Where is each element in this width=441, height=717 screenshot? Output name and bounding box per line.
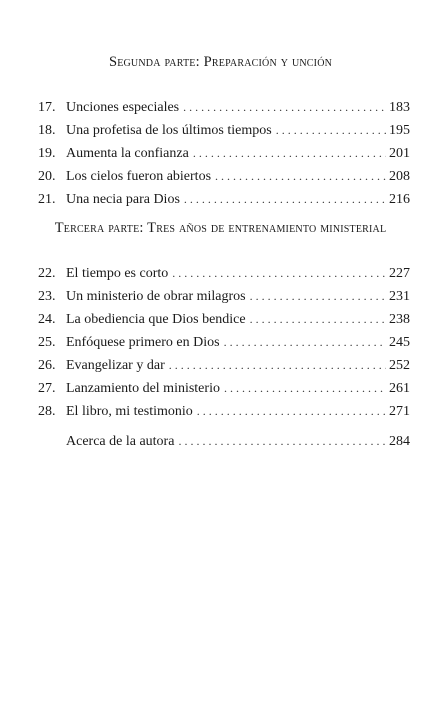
chapter-title: Enfóquese primero en Dios <box>66 335 220 350</box>
chapter-title: Los cielos fueron abiertos <box>66 169 212 184</box>
page-number: 231 <box>389 289 410 304</box>
chapter-number: 19. <box>38 146 56 161</box>
chapter-number: 23. <box>38 289 56 304</box>
dot-leader <box>169 354 386 377</box>
chapter-number: 17. <box>38 100 56 115</box>
page-number: 284 <box>389 434 410 449</box>
chapter-number: 18. <box>38 123 56 138</box>
chapter-title: La obediencia que Dios bendice <box>66 312 246 327</box>
toc-entry[interactable] <box>38 188 410 211</box>
page-number: 245 <box>389 335 410 350</box>
page-number: 201 <box>389 146 410 161</box>
chapter-number: 24. <box>38 312 56 327</box>
appendix-entries <box>38 430 410 453</box>
chapter-number: 27. <box>38 381 56 396</box>
chapter-title: Lanzamiento del ministerio <box>66 381 220 396</box>
page-number: 195 <box>389 123 410 138</box>
chapter-number: 21. <box>38 192 56 207</box>
appendix-title: Acerca de la autora <box>66 434 175 449</box>
part-three-heading: Tercera parte: Tres años de entrenamiento ministerial <box>54 220 387 236</box>
dot-leader <box>172 262 386 285</box>
page-number: 227 <box>389 266 410 281</box>
toc-entry-about-author[interactable] <box>38 430 410 453</box>
toc-entry[interactable] <box>38 377 410 400</box>
dot-leader <box>224 377 386 400</box>
chapter-number: 28. <box>38 404 56 419</box>
chapter-number: 25. <box>38 335 56 350</box>
page-number: 183 <box>389 100 410 115</box>
toc-entry[interactable] <box>38 308 410 331</box>
part-two-entries <box>38 96 410 211</box>
toc-entry[interactable] <box>38 354 410 377</box>
page-number: 252 <box>389 358 410 373</box>
chapter-title: Evangelizar y dar <box>66 358 165 373</box>
toc-entry[interactable] <box>38 119 410 142</box>
page-number: 238 <box>389 312 410 327</box>
toc-entry[interactable] <box>38 262 410 285</box>
dot-leader <box>178 430 386 453</box>
toc-entry[interactable] <box>38 165 410 188</box>
dot-leader <box>250 308 386 331</box>
chapter-title: El tiempo es corto <box>66 266 169 281</box>
dot-leader <box>184 188 386 211</box>
chapter-number: 20. <box>38 169 56 184</box>
page-number: 261 <box>389 381 410 396</box>
toc-entry[interactable] <box>38 96 410 119</box>
chapter-title: Aumenta la confianza <box>66 146 189 161</box>
part-two-heading: Segunda parte: Preparación y unción <box>108 54 333 70</box>
page-number: 216 <box>389 192 410 207</box>
toc-entry[interactable] <box>38 142 410 165</box>
chapter-number: 22. <box>38 266 56 281</box>
dot-leader <box>197 400 386 423</box>
toc-entry[interactable] <box>38 400 410 423</box>
dot-leader <box>250 285 386 308</box>
chapter-title: Una profetisa de los últimos tiempos <box>66 123 272 138</box>
toc-entry[interactable] <box>38 331 410 354</box>
page-number: 208 <box>389 169 410 184</box>
toc-entry[interactable] <box>38 285 410 308</box>
dot-leader <box>193 142 386 165</box>
dot-leader <box>215 165 386 188</box>
dot-leader <box>183 96 386 119</box>
part-three-entries <box>38 262 410 423</box>
chapter-number: 26. <box>38 358 56 373</box>
chapter-title: Un ministerio de obrar milagros <box>66 289 246 304</box>
dot-leader <box>224 331 386 354</box>
chapter-title: Una necia para Dios <box>66 192 180 207</box>
dot-leader <box>276 119 386 142</box>
chapter-title: El libro, mi testimonio <box>66 404 193 419</box>
chapter-title: Unciones especiales <box>66 100 180 115</box>
page-number: 271 <box>389 404 410 419</box>
